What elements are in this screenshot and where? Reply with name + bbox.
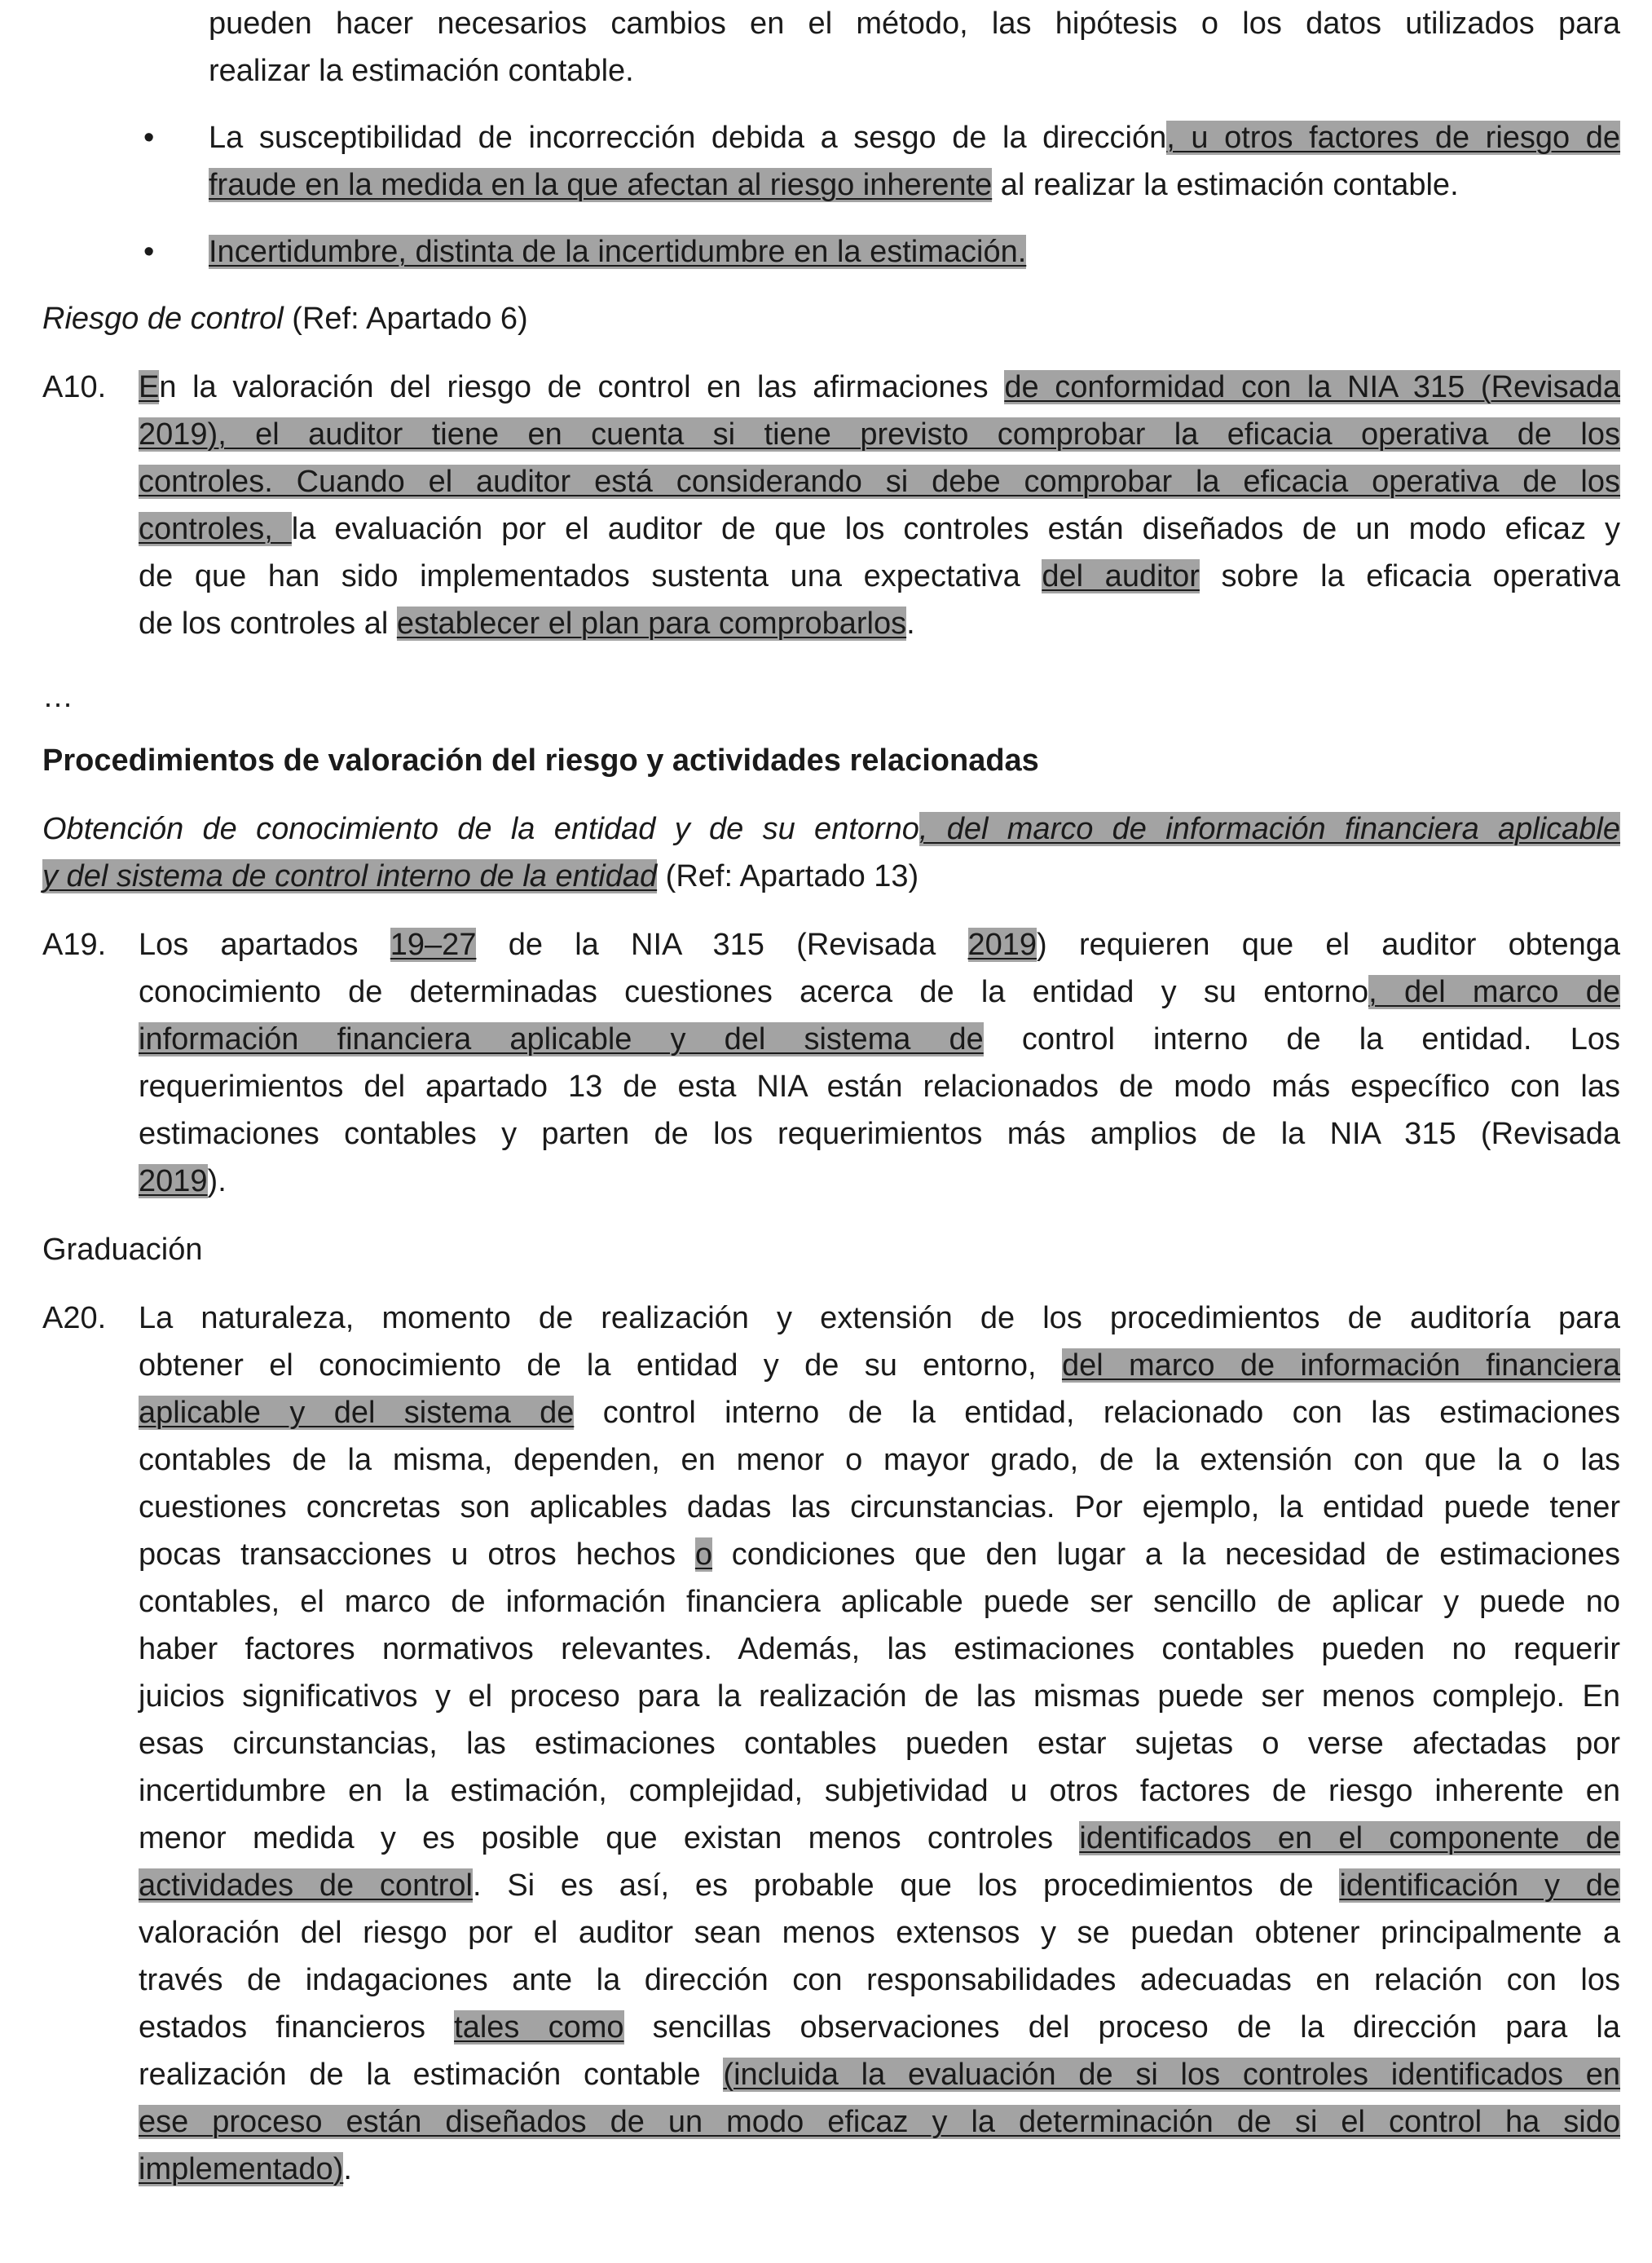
heading-graduacion: Graduación (42, 1233, 203, 1267)
text-run: incertidumbre en la estimación, complejidad, subjetividad u otros factores de riesgo inherente en (139, 1774, 1620, 1808)
text-run: Los apartados (139, 928, 390, 962)
a20-line-11 (139, 1767, 1620, 1815)
text-run: conocimiento de determinadas cuestiones acerca de la entidad y su entorno (139, 975, 1369, 1009)
intro-line-1: pueden hacer necesarios cambios en el método, las hipótesis o los datos utilizados para (209, 7, 1620, 41)
highlighted-text: implementado) (139, 2152, 344, 2186)
a20-line-10 (139, 1720, 1620, 1767)
text-run: valoración del riesgo por el auditor sean menos extensos y se puedan obtener principalmente a (139, 1916, 1620, 1950)
a20-line-13 (139, 1862, 1620, 1909)
a10-line-1 (139, 364, 1620, 411)
a19-line-5 (139, 1110, 1620, 1158)
a19-line-1 (139, 921, 1620, 968)
highlighted-text: 2019 (967, 928, 1037, 962)
text-run: . (343, 2152, 352, 2186)
text-run: contables de la misma, dependen, en menor o mayor grado, de la extensión con que la o las (139, 1443, 1620, 1477)
highlighted-text: o (694, 1537, 713, 1572)
a20-line-15 (139, 1956, 1620, 2004)
highlighted-text: actividades de control (139, 1868, 473, 1903)
highlighted-text: ese proceso están diseñados de un modo eficaz y la determinación de si el control ha sido (139, 2105, 1620, 2139)
highlighted-text: aplicable y del sistema de (139, 1396, 575, 1430)
highlighted-text: fraude en la medida en la que afectan al riesgo inherente (209, 168, 993, 202)
highlighted-text: E (139, 370, 160, 404)
highlighted-text: identificación y de (1339, 1868, 1620, 1903)
knowledge-line-1 (42, 805, 1620, 853)
highlighted-text: Incertidumbre, distinta de la incertidumbre en la estimación. (209, 235, 1027, 269)
bullet-marker-1: • (143, 121, 155, 155)
a20-line-17 (139, 2051, 1620, 2098)
a20-line-6 (139, 1531, 1620, 1578)
text-run: juicios significativos y el proceso para la realización de las mismas puede ser menos complejo. En (139, 1679, 1620, 1714)
a20-line-7 (139, 1578, 1620, 1626)
text-run: Obtención de conocimiento de la entidad y de su entorno (42, 812, 919, 846)
a20-line-5 (139, 1484, 1620, 1531)
a19-line-2 (139, 968, 1620, 1016)
text-run: pocas transacciones u otros hechos (139, 1537, 695, 1572)
a20-line-3 (139, 1389, 1620, 1436)
text-run: realización de la estimación contable (139, 2058, 724, 2092)
a20-line-9 (139, 1673, 1620, 1720)
a10-line-6 (139, 600, 1620, 647)
text-run: ) requieren que el auditor obtenga (1037, 928, 1621, 962)
text-run: estados financieros (139, 2010, 455, 2045)
bullet-item-1 (209, 114, 1620, 209)
highlighted-text: , del marco de información financiera aplicable (919, 812, 1621, 846)
highlighted-text: del auditor (1042, 559, 1200, 593)
a19-line-4 (139, 1063, 1620, 1110)
text-run: de que han sido implementados sustenta una expectativa (139, 559, 1042, 593)
highlighted-text: 19–27 (390, 928, 477, 962)
ellipsis: … (42, 680, 73, 714)
paragraph-a20 (139, 1295, 1620, 2193)
paragraph-a19 (139, 921, 1620, 1205)
bullet-marker-2: • (143, 235, 155, 269)
paragraph-label-a19: A19. (42, 928, 107, 962)
text-run: control interno de la entidad. Los (983, 1022, 1620, 1057)
text-run: sencillas observaciones del proceso de la dirección para la (623, 2010, 1621, 2045)
highlighted-text: controles. Cuando el auditor está considerando si debe comprobar la eficacia operativa de los (139, 465, 1620, 499)
text-run: través de indagaciones ante la dirección con responsabilidades adecuadas en relación con los (139, 1963, 1620, 1997)
a20-line-16 (139, 2004, 1620, 2051)
highlighted-text: identificados en el componente de (1079, 1821, 1620, 1855)
bullet-1-line-2 (209, 161, 1620, 209)
highlighted-text: 2019), el auditor tiene en cuenta si tiene previsto comprobar la eficacia operativa de los (139, 417, 1620, 452)
text-run: ). (207, 1164, 227, 1198)
a20-line-12 (139, 1815, 1620, 1862)
text-run: esas circunstancias, las estimaciones contables pueden estar sujetas o verse afectadas por (139, 1727, 1620, 1761)
highlighted-text: establecer el plan para comprobarlos (396, 607, 907, 641)
highlighted-text: tales como (454, 2010, 624, 2045)
text-run: condiciones que den lugar a la necesidad de estimaciones (712, 1537, 1620, 1572)
a20-line-4 (139, 1436, 1620, 1484)
subheading-control-ref: (Ref: Apartado 6) (283, 302, 528, 336)
paragraph-label-a20: A20. (42, 1301, 107, 1335)
a20-line-2 (139, 1342, 1620, 1389)
text-run: (Ref: Apartado 13) (657, 859, 919, 893)
highlighted-text: 2019 (139, 1164, 208, 1198)
a20-line-8 (139, 1626, 1620, 1673)
paragraph-a10 (139, 364, 1620, 647)
text-run: sobre la eficacia operativa (1199, 559, 1620, 593)
a10-line-5 (139, 553, 1620, 600)
a20-line-1 (139, 1295, 1620, 1342)
text-run: al realizar la estimación contable. (992, 168, 1459, 202)
text-run: la evaluación por el auditor de que los controles están diseñados de un modo eficaz y (291, 512, 1620, 546)
subheading-control-title: Riesgo de control (42, 302, 284, 336)
text-run: haber factores normativos relevantes. Además, las estimaciones contables pueden no requerir (139, 1632, 1620, 1666)
text-run: estimaciones contables y parten de los requerimientos más amplios de la NIA 315 (Revisada (139, 1117, 1620, 1151)
text-run: cuestiones concretas son aplicables dadas las circunstancias. Por ejemplo, la entidad puede tener (139, 1490, 1620, 1524)
text-run: menor medida y es posible que existan menos controles (139, 1821, 1080, 1855)
paragraph-label-a10: A10. (42, 370, 107, 404)
text-run: La susceptibilidad de incorrección debida a sesgo de la dirección (209, 121, 1167, 155)
text-run: obtener el conocimiento de la entidad y de su entorno, (139, 1348, 1062, 1383)
text-run: La naturaleza, momento de realización y extensión de los procedimientos de auditoría para (139, 1301, 1620, 1335)
text-run: control interno de la entidad, relacionado con las estimaciones (574, 1396, 1620, 1430)
a20-line-18 (139, 2098, 1620, 2146)
bullet-1-line-1 (209, 114, 1620, 161)
heading-procedures: Procedimientos de valoración del riesgo y actividades relacionadas (42, 743, 1039, 778)
highlighted-text: del marco de información financiera (1061, 1348, 1620, 1383)
a19-line-6 (139, 1158, 1620, 1205)
a20-line-19 (139, 2146, 1620, 2193)
bullet-item-2 (209, 228, 1620, 276)
text-run: de los controles al (139, 607, 397, 641)
bullet-2-line-1 (209, 228, 1620, 276)
highlighted-text: (incluida la evaluación de si los controles identificados en (723, 2058, 1620, 2092)
a10-line-3 (139, 458, 1620, 505)
subheading-knowledge (42, 805, 1620, 900)
highlighted-text: y del sistema de control interno de la entidad (42, 859, 658, 893)
a10-line-2 (139, 411, 1620, 458)
text-run: de la NIA 315 (Revisada (476, 928, 968, 962)
text-run: . Si es así, es probable que los procedimientos de (473, 1868, 1340, 1903)
highlighted-text: información financiera aplicable y del sistema de (139, 1022, 984, 1057)
highlighted-text: controles, (139, 512, 292, 546)
highlighted-text: , u otros factores de riesgo de (1166, 121, 1620, 155)
a19-line-3 (139, 1016, 1620, 1063)
a10-line-4 (139, 505, 1620, 553)
subheading-control (42, 295, 528, 342)
text-run: requerimientos del apartado 13 de esta NIA están relacionados de modo más específico con las (139, 1070, 1620, 1104)
intro-continuation (209, 0, 1620, 95)
text-run: n la valoración del riesgo de control en las afirmaciones (159, 370, 1005, 404)
text-run: contables, el marco de información financiera aplicable puede ser sencillo de aplicar y puede no (139, 1585, 1620, 1619)
knowledge-line-2 (42, 853, 1620, 900)
a20-line-14 (139, 1909, 1620, 1956)
intro-line-2: realizar la estimación contable. (209, 54, 634, 88)
text-run: . (906, 607, 915, 641)
highlighted-text: de conformidad con la NIA 315 (Revisada (1004, 370, 1620, 404)
highlighted-text: , del marco de (1368, 975, 1620, 1009)
